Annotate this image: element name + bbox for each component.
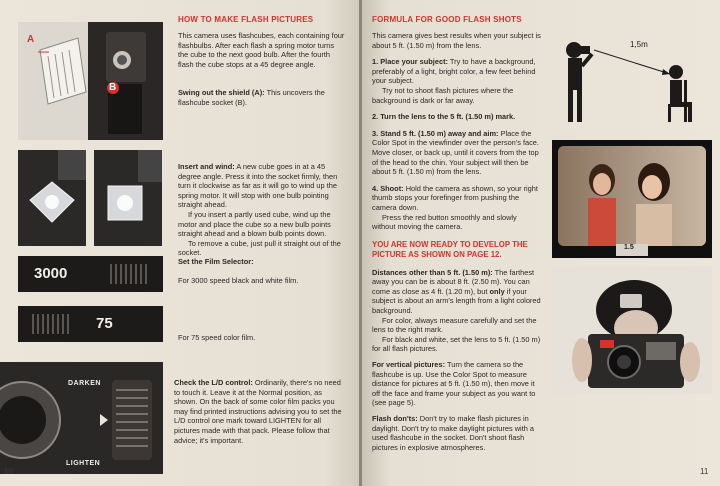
- label-b: B: [109, 82, 117, 93]
- distances-text-b: if your subject is about an arm's length from a light colored background.: [372, 286, 541, 316]
- viewfinder-photo: [552, 140, 712, 258]
- step1-text: Try to have a background, preferably of a light, bright color, a few feet behind your subject.: [372, 57, 536, 86]
- ld-text: Ordinarily, there's no need to touch it. Leave it at the Normal position, as shown. On the back of some color film packs you may find printed instructions advising you to set the L/D control one mark toward LIGHTEN for all pictures made with that pack. Please follow that advice; it's important.: [174, 378, 342, 445]
- left-page-number: 10: [4, 467, 13, 476]
- formula-intro: This camera gives best results when your subject is about 5 ft. (1.50 m) from the lens.: [372, 31, 541, 50]
- step2-title: 2. Turn the lens to the 5 ft. (1.50 m) mark.: [372, 112, 516, 122]
- right-page-number: 11: [700, 467, 709, 476]
- swing-section: [178, 88, 346, 107]
- right-column: [372, 31, 542, 452]
- film-75-section: [178, 333, 346, 343]
- insert-p3: To remove a cube, just pull it straight out of the socket.: [178, 238, 341, 258]
- camera-flash-socket-illustration: [18, 22, 163, 140]
- ld-section: [174, 378, 346, 445]
- vertical-text: Turn the camera so the flashcube is up. Use the Color Spot to measure distance for pictures at 5 ft. (1.50 m), then move it off the face and frame your subject as you want to (see page 5).: [372, 360, 536, 408]
- distances-only: only: [489, 286, 505, 296]
- ld-title: Check the L/D control:: [174, 378, 253, 387]
- flashcube-insert-photo-1: [18, 150, 86, 246]
- selector-ribs: [32, 314, 72, 334]
- flashcube-icon: [18, 150, 86, 246]
- step3-title: 3. Stand 5 ft. (1.50 m) away and aim:: [372, 128, 499, 138]
- step4-p2: Press the red button smoothly and slowly without moving the camera.: [372, 212, 517, 232]
- ld-control-photo: [0, 362, 163, 474]
- right-header: FORMULA FOR GOOD FLASH SHOTS: [372, 15, 522, 24]
- flashcube-intro-text: This camera uses flashcubes, each containing four flashbulbs. After each flash a spring motor turns the cube to the next good bulb. After the fourth flash the cube stops at a 45 degree angle.: [178, 31, 345, 69]
- viewfinder-distance: 1.5: [624, 244, 634, 251]
- vertical-title: For vertical pictures:: [372, 360, 446, 370]
- label-a: A: [27, 34, 35, 45]
- flashcube-installed-icon: [94, 150, 162, 246]
- insert-text: A new cube goes in at a 45 degree angle. Press it into the socket firmly, then turn it clockwise as far as it will go to wind up the spring motor. It will stop with one bulb pointing straight ahead.: [178, 162, 338, 210]
- ld-dial-icon: [0, 362, 163, 474]
- step1-title: 1. Place your subject:: [372, 57, 448, 67]
- film-selector-title: Set the Film Selector:: [178, 257, 254, 266]
- left-header: HOW TO MAKE FLASH PICTURES: [178, 15, 314, 24]
- distances-p3: For black and white, set the lens to 5 ft. (1.50 m) for all flash pictures.: [372, 334, 541, 354]
- insert-p2: If you insert a partly used cube, wind up the motor and place the cube so a new bulb points straight ahead and a blown bulb points down.: [178, 209, 331, 239]
- film-3000-text: For 3000 speed black and white film.: [178, 275, 299, 285]
- right-page: [362, 0, 720, 486]
- step4-title: 4. Shoot:: [372, 183, 404, 193]
- swing-title: Swing out the shield (A):: [178, 88, 265, 97]
- insert-section: [178, 162, 346, 258]
- shield-socket-photo: [18, 22, 163, 140]
- step3-text: Place the Color Spot in the viewfinder over the person's face. Move closer, or back up, until it covers from the top of the head to the chin. Your subject will then be about 5 ft. (1.50 m) from the lens.: [372, 128, 539, 177]
- distance-label: 1,5m: [630, 40, 648, 49]
- distances-p2: For color, always measure carefully and set the lens to the right mark.: [372, 315, 537, 335]
- donts-title: Flash don'ts:: [372, 414, 418, 423]
- darken-label: DARKEN: [68, 380, 101, 387]
- distances-title: Distances other than 5 ft. (1.50 m):: [372, 267, 493, 277]
- lighten-label: LIGHTEN: [66, 460, 101, 467]
- selector-ribs: [110, 264, 150, 284]
- step1-p2: Try not to shoot flash pictures where the background is dark or far away.: [372, 85, 514, 105]
- flashcube-insert-photo-2: [94, 150, 162, 246]
- selector-75-value: 75: [96, 315, 113, 332]
- swing-text: This uncovers the flashcube socket (B).: [178, 88, 325, 107]
- insert-title: Insert and wind:: [178, 162, 235, 171]
- film-selector-75: [18, 306, 163, 342]
- selector-3000-value: 3000: [34, 265, 68, 282]
- donts-text: Don't try to make flash pictures in daylight. Don't try to make daylight pictures with a used flashcube in the socket. Don't shoot flash pictures in explosive atmospheres.: [372, 414, 535, 452]
- film-75-text: For 75 speed color film.: [178, 333, 256, 342]
- step4-text: Hold the camera as shown, so your right thumb stops your forefinger from pushing the camera down.: [372, 183, 538, 212]
- film-selector-3000: [18, 256, 163, 292]
- film-selector-section: [178, 257, 346, 285]
- ready-callout: YOU ARE NOW READY TO DEVELOP THE PICTURE AS SHOWN ON PAGE 12.: [372, 239, 528, 259]
- left-intro: [178, 31, 346, 69]
- viewfinder-scene: [552, 140, 712, 258]
- photographer-subject-diagram: [552, 20, 712, 130]
- holding-camera-photo: [552, 266, 712, 394]
- distance-diagram: [552, 20, 712, 130]
- distances-text-a: The farthest away you can be is about 8 ft. (2.50 m). You can come as close as 4 ft. (1.20 m), but: [372, 267, 535, 296]
- holding-camera-scene: [552, 266, 712, 394]
